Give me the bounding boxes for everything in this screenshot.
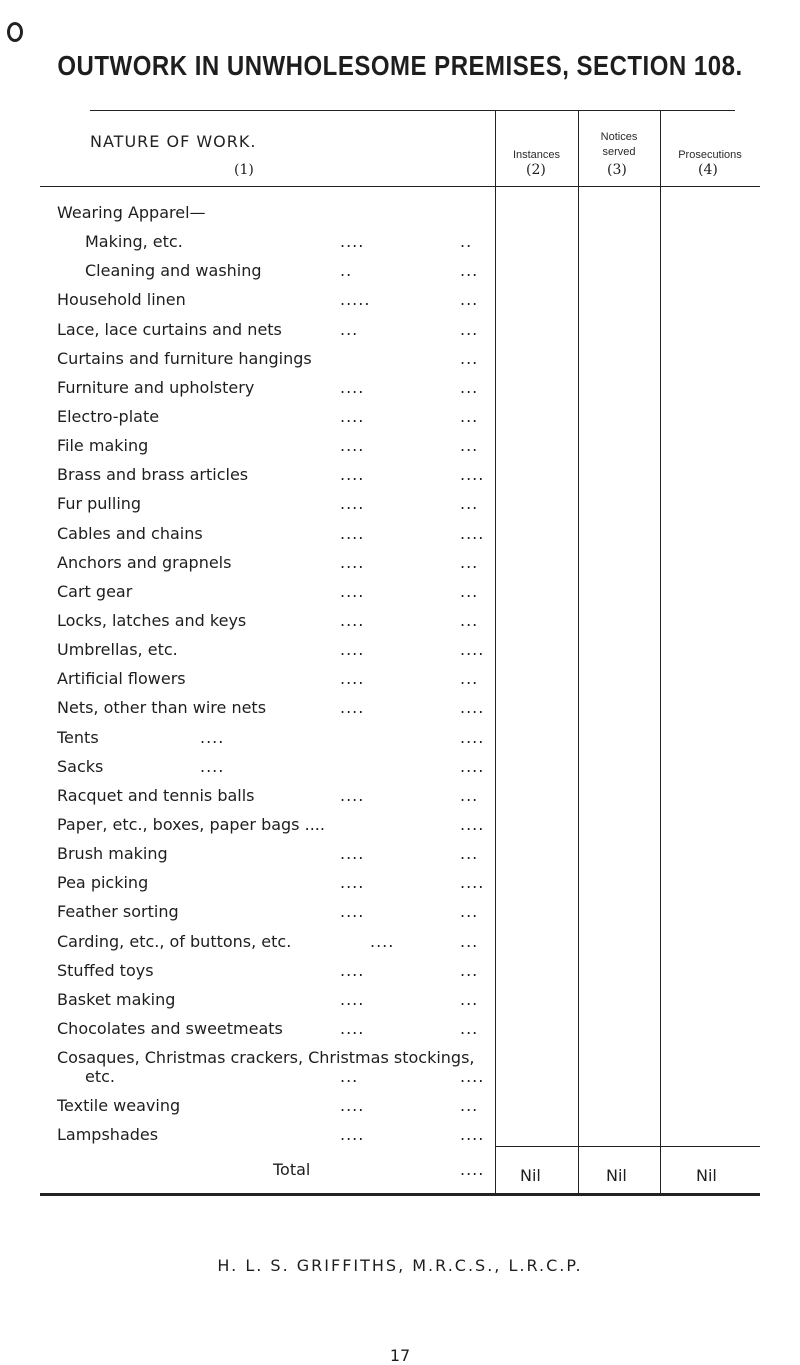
table-row: Anchors and grapnels .... ... [57, 552, 479, 572]
col-divider-1 [495, 110, 496, 1193]
table-row: Chocolates and sweetmeats .... ... [57, 1018, 479, 1038]
header-bottom-rule [40, 186, 760, 187]
table-row: Cables and chains .... .... [57, 523, 485, 543]
table-row: Cleaning and washing .. ... [85, 261, 479, 281]
table-row: Brush making .... ... [57, 844, 479, 864]
table-row: Stuffed toys .... ... [57, 960, 479, 980]
col-divider-3 [660, 110, 661, 1193]
table-row: Brass and brass articles .... .... [57, 465, 485, 485]
table-row: Pea picking .... .... [57, 873, 485, 893]
table-row: Racquet and tennis balls .... ... [57, 785, 479, 805]
table-top-rule [90, 110, 735, 111]
table-row: Textile weaving .... ... [57, 1096, 479, 1116]
table-row: Basket making .... ... [57, 989, 479, 1009]
col-divider-2 [578, 110, 579, 1193]
table-row: Carding, etc., of buttons, etc. .... ... [57, 931, 479, 951]
header-instances: Instances [512, 149, 561, 161]
header-nature-of-work: NATURE OF WORK. [90, 132, 257, 151]
header-prosecutions: Prosecutions [678, 149, 742, 161]
total-top-rule [495, 1146, 760, 1147]
header-notices-served: Notices served [600, 131, 638, 158]
header-colnum-4: (4) [698, 162, 718, 178]
table-body [40, 198, 490, 1149]
signature: H. L. S. GRIFFITHS, M.R.C.S., L.R.C.P. [217, 1256, 583, 1275]
table-row: Making, etc. .... .. [85, 232, 473, 252]
page-title: OUTWORK IN UNWHOLESOME PREMISES, SECTION 108. [57, 50, 743, 82]
table-row: Sacks .... .... [57, 756, 485, 776]
table-bottom-rule [40, 1193, 760, 1196]
header-colnum-1: (1) [234, 162, 254, 178]
total-prosecutions: Nil [696, 1166, 717, 1185]
header-colnum-3: (3) [607, 162, 627, 178]
table-row: Curtains and furniture hangings ... [57, 348, 479, 368]
corner-mark [7, 22, 23, 42]
total-leader: .... [460, 1160, 485, 1179]
table-row: Artificial flowers .... ... [57, 669, 479, 689]
table-row: Lace, lace curtains and nets ... ... [57, 319, 479, 339]
table-row: File making .... ... [57, 436, 479, 456]
total-notices: Nil [606, 1166, 627, 1185]
table-row: Cosaques, Christmas crackers, Christmas stockings, etc. ... .... [57, 1048, 485, 1087]
table-row: Umbrellas, etc. .... .... [57, 640, 485, 660]
page-number-visible: 17 [389, 1346, 411, 1365]
table-row: Tents .... .... [57, 727, 485, 747]
table-row: Feather sorting .... ... [57, 902, 479, 922]
total-instances: Nil [520, 1166, 541, 1185]
table-row: Electro-plate .... ... [57, 406, 479, 426]
table-row: Wearing Apparel— [57, 203, 206, 222]
table-row: Locks, latches and keys .... ... [57, 610, 479, 630]
table-row: Fur pulling .... ... [57, 494, 479, 514]
table-row: Nets, other than wire nets .... .... [57, 698, 485, 718]
table-row: Lampshades .... .... [57, 1125, 485, 1145]
table-row: Furniture and upholstery .... ... [57, 377, 479, 397]
table-row: Household linen ..... ... [57, 290, 479, 310]
total-label: Total [273, 1160, 311, 1179]
table-row: Paper, etc., boxes, paper bags .... .... [57, 814, 485, 834]
header-colnum-2: (2) [526, 162, 546, 178]
table-row: Cart gear .... ... [57, 581, 479, 601]
outwork-table [40, 110, 760, 1232]
